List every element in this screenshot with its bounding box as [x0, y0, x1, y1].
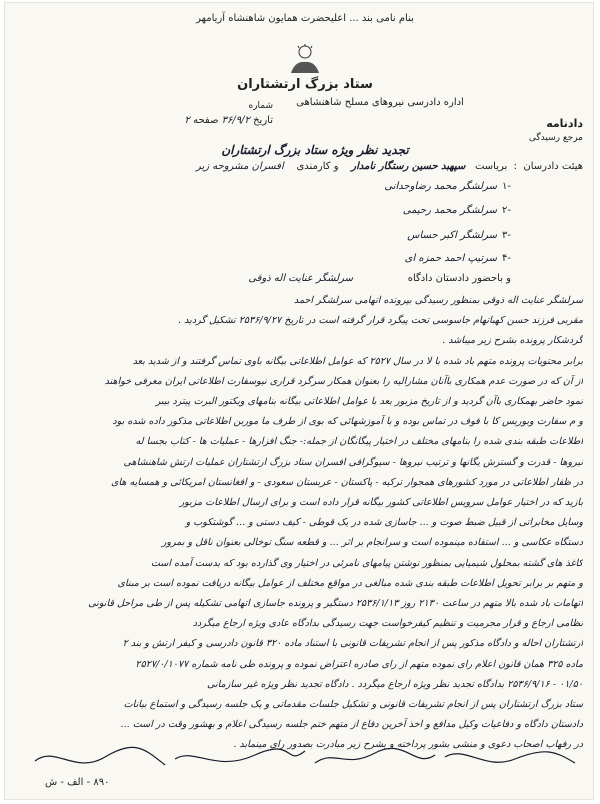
- department-name: اداره دادرسی نیروهای مسلح شاهنشاهی: [296, 97, 464, 108]
- body-line: مقربی فرزند حسن کهباتهام جاسوسی تحت پیگرد قرار گرفته است در تاریخ ۲۵۳۶/۹/۲۷ تشکیل گردید .: [178, 315, 583, 327]
- body-line: ستاد بزرگ ارتشتاران پس از انجام تشریفات قانونی و تشکیل جلسات مقدماتی و یک جلسه رسیدگی و استماع بیانات: [123, 699, 583, 711]
- prosecutor-name: سرلشگر عنایت اله ذوقی: [248, 273, 353, 284]
- date-value: ۳۶/۹/۲: [221, 115, 250, 126]
- chair-prefix: بریاست: [474, 161, 508, 172]
- body-line: وسایل مخابراتی از قبیل ضبط صوت و ... جاسازی شده در یک قوطی - کیف دستی و ... گوشتکوب و: [185, 517, 583, 529]
- document-page: [4, 2, 594, 800]
- signature-mark: [445, 752, 575, 763]
- body-line: ۰۱/۵۰ - ۲۵۳۶/۹/۱۶ بدادگاه تجدید نظر ویژه ارجاع میگردد . دادگاه تجدید نظر ویژه غیر سازمانی: [206, 678, 583, 690]
- body-line: سرلشگر عنایت اله ذوقی بمنظور رسیدگی بپرونده اتهامی سرلشگر احمد: [293, 295, 583, 306]
- chair-name: سپهبد حسین رستگار نامدار: [351, 161, 466, 172]
- body-line: و متهم بر برابر تحویل اطلاعات طبقه بندی شده مبالغی در مواقع مختلف از عوامل بیگانه دریافت نموده است بر مبنای: [117, 577, 583, 589]
- signature-mark: [175, 749, 305, 762]
- body-line: برابر محتویات پرونده متهم باد شده با لا در سال ۲۵۲۷ که عوامل اطلاعاتی بیگانه باوی تماس گرفتند و از شدید بعد: [132, 355, 583, 367]
- member-number: ۳-: [502, 230, 511, 241]
- organization-title: ستاد بزرگ ارتشتاران: [237, 77, 373, 92]
- lion-and-sun-emblem-icon: [285, 43, 325, 77]
- invocation-text: بنام نامی بند ... اعلیحضرت همایون شاهنشاه آریامهر: [196, 13, 414, 24]
- reference-label: مرجع رسیدگی: [528, 133, 583, 143]
- prosecutor-label: و باحضور دادستان دادگاه: [407, 273, 511, 284]
- body-text: [13, 291, 583, 756]
- body-line: ماده ۳۲۵ همان قانون اعلام رای نموده متهم از رای صادره اعتراض نموده و پرونده طی نامه شماره ۲۵۲۷/۰/۱۰۷۷: [135, 658, 583, 670]
- members-suffix: افسران مشروحه زیر: [195, 161, 284, 172]
- signature-mark: [315, 748, 435, 763]
- body-line: نظامی ارجاع و قرار مجرمیت و تنظیم کیفرخواست جهت رسیدگی بدادگاه عادی ویژه ارجاع میگردد: [192, 618, 583, 630]
- member-number: ۱-: [502, 181, 511, 192]
- date-label: تاریخ: [253, 115, 273, 126]
- body-line: گردشکار پرونده بشرح زیر میباشد .: [442, 335, 583, 347]
- date-page-field: [63, 115, 273, 126]
- body-line: نیروها - قدرت و گسترش یگانها و ترتیب نیروها - سیوگرافی افسران ستاد بزرگ ارتشتاران عملیات ارتش شاهنشاهی: [123, 456, 583, 468]
- body-line: از آن که در صورت عدم همکاری باآنان مشارالیه را بعنوان همکار سرگرد قراری نیوسفارت اطلاعاتی ایران معرفی خواهند: [104, 375, 583, 387]
- body-line: در رفهاب اصحاب دعوی و منشی بشور پرداخته و بشرح زیر مبادرت بصدور رای مینمابد .: [233, 739, 583, 751]
- member-name: سرلشگر محمد رحیمی: [402, 205, 497, 216]
- number-label: شماره: [248, 101, 273, 111]
- number-field: [63, 101, 273, 111]
- panel-label: هیئت دادرسان: [523, 161, 583, 172]
- member-name: سرلشگر اکبر حساس: [407, 230, 497, 241]
- page-value: ۲: [184, 115, 190, 126]
- court-label: دادنامه: [546, 117, 583, 130]
- body-line: کاغذ های گشته بمحلول شیمیایی بمنظور نوشتن پیامهای نامرئی در اختیار وی گذارده بود که بدست آمده است: [150, 557, 583, 569]
- body-line: دستگاه عکاسی و ... استفاده مینموده است و سرانجام بر اثر ... و قطعه سنگ توخالی بعنوان ناقل و بمرور: [161, 537, 583, 549]
- body-line: و م سفارت وبوریس کا با فوف در تماس بوده و با آموزشهائی که بوی از طرف ما موربن اطلاعاتی مذکور داده شده بود: [112, 416, 583, 428]
- signature-mark: [35, 747, 165, 765]
- body-line: بازید که در اختیار عوامل سرویس اطلاعاتی کشور بیگانه قرار داده است و برای ارسال اطلاعات مزبور: [179, 497, 583, 509]
- page-label: صفحه: [193, 115, 219, 126]
- member-number: ۲-: [502, 205, 511, 216]
- footer-number: ۸۹۰ - الف - ش: [45, 777, 110, 788]
- signatures: [15, 739, 585, 779]
- panel-line: هیئت دادرسان : بریاست سپهبد حسین رستگار نامدار و کارمندی افسران مشروحه زیر: [195, 161, 583, 172]
- body-line: ارتشتاران احاله و دادگاه مذکور پس از انجام تشریفات قانونی با استناد ماده ۳۲۰ قانون دادرسی و کیفر ارتش و بند ۲: [122, 638, 583, 650]
- body-line: اطلاعات طبقه بندی شده را بنامهای مختلف در اختیار پیگانگان از جمله:- جنگ افزارها - عملیات ها - کتاب بجسا له: [135, 436, 583, 448]
- members-label: و کارمندی: [296, 161, 339, 172]
- body-line: دادستان دادگاه و دفاعیات وکیل مدافع و اخذ آخرین دفاع از متهم ختم جلسه رسیدگی اعلام و بهشور وقت در است ...: [120, 719, 583, 731]
- member-name: سرلشگر محمد رضاوحدانی: [384, 181, 497, 192]
- member-number: ۴-: [502, 253, 511, 264]
- body-line: در ظفار اطلاعاتی در مورد کشورهای همجوار ترکیه - پاکستان - عربستان سعودی - و افغانستان امریکائی و همسایه های: [111, 476, 583, 488]
- reference-value: تجدید نظر ویژه ستاد بزرگ ارتشتاران: [221, 143, 409, 157]
- body-line: نمود حاضر بهمکاری باآن گردید و از تاریخ مزبور بعد با عوامل اطلاعاتی بیگانه بنامهای ویکتور البرت پیترد بیبر: [155, 396, 583, 408]
- member-name: سرتیپ احمد حمزه ای: [404, 253, 497, 264]
- body-line: اتهامات باد شده بالا متهم در ساعت ۲۱۳۰ روز ۲۵۳۶/۱/۱۳ دستگیر و پرونده جاسازی اتهامی تشکیله پس از طی مراحل قانونی: [88, 598, 583, 610]
